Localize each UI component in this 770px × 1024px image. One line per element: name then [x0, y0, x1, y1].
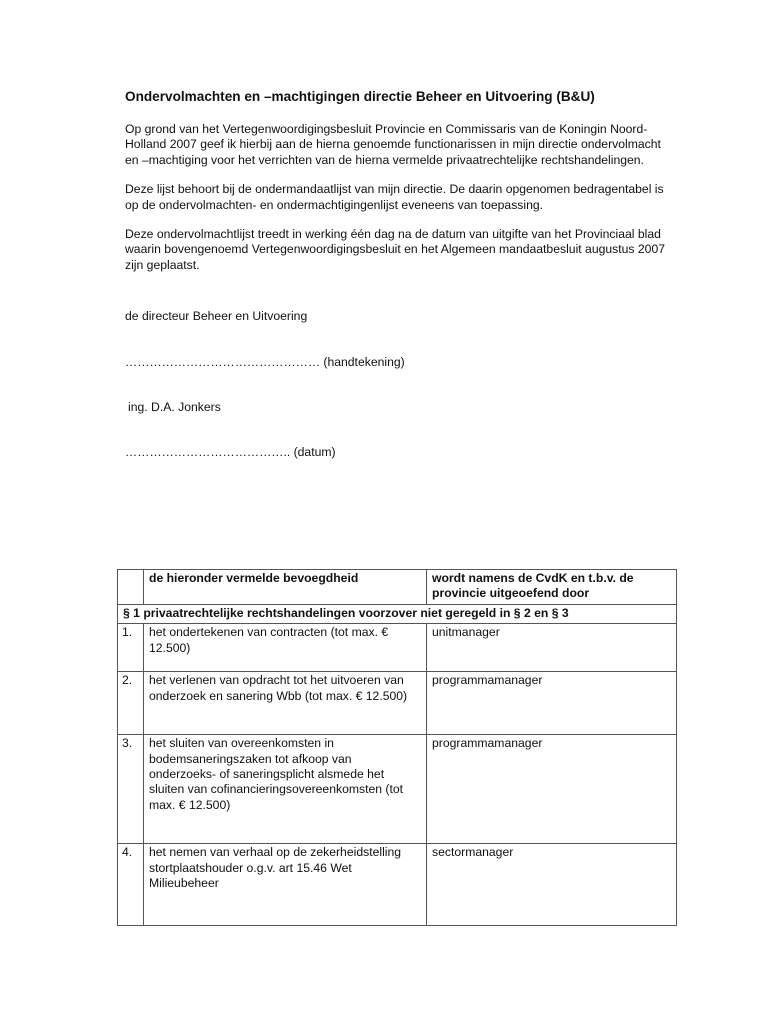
- row-exercised-by: sectormanager: [427, 844, 677, 926]
- row-number: 3.: [118, 735, 144, 844]
- row-authority: het nemen van verhaal op de zekerheidstelling stortplaatshouder o.g.v. art 15.46 Wet Milieubeheer: [144, 844, 427, 926]
- header-exercised-by: wordt namens de CvdK en t.b.v. de provincie uitgeoefend door: [427, 570, 677, 605]
- row-number: 2.: [118, 672, 144, 735]
- row-number: 1.: [118, 624, 144, 672]
- row-authority: het sluiten van overeenkomsten in bodemsaneringszaken tot afkoop van onderzoeks- of saneringsplicht alsmede het sluiten van cofinancieringsovereenkomsten (tot max. € 12.500): [144, 735, 427, 844]
- header-authority: de hieronder vermelde bevoegdheid: [144, 570, 427, 605]
- document-body: [125, 88, 670, 461]
- signatory-role: de directeur Beheer en Uitvoering: [125, 309, 308, 324]
- section-heading: § 1 privaatrechtelijke rechtshandelingen voorzover niet geregeld in § 2 en § 3: [118, 604, 677, 623]
- row-exercised-by: programmamanager: [427, 672, 677, 735]
- header-num-cell: [118, 570, 144, 605]
- row-exercised-by: unitmanager: [427, 624, 677, 672]
- row-exercised-by: programmamanager: [427, 735, 677, 844]
- table-row: [118, 672, 677, 735]
- document-title: Ondervolmachten en –machtigingen directie Beheer en Uitvoering (B&U): [125, 89, 595, 104]
- date-line: ………………………………….. (datum): [125, 445, 336, 460]
- row-number: 4.: [118, 844, 144, 926]
- table-row: [118, 735, 677, 844]
- signatory-name: ing. D.A. Jonkers: [128, 400, 221, 415]
- table-header-row: [118, 570, 677, 605]
- effective-date-paragraph: Deze ondervolmachtlijst treedt in werking één dag na de datum van uitgifte van het Provinciaal blad waarin bovengenoemd Vertegenwoordigingsbesluit en het Algemeen mandaatbesluit augustus 2007 zijn geplaatst.: [125, 227, 666, 272]
- row-authority: het ondertekenen van contracten (tot max. € 12.500): [144, 624, 427, 672]
- intro-paragraph: Op grond van het Vertegenwoordigingsbesluit Provincie en Commissaris van de Koningin Noord-Holland 2007 geef ik hierbij aan de hierna genoemde functionarissen in mijn directie ondervolmacht en –machtiging voor het verrichten van de hierna vermelde privaatrechtelijke rechtshandelingen.: [125, 122, 661, 167]
- row-authority: het verlenen van opdracht tot het uitvoeren van onderzoek en sanering Wbb (tot max. € 12.500): [144, 672, 427, 735]
- mandates-table: [117, 569, 677, 926]
- table-row: [118, 844, 677, 926]
- signature-line: ………………………………………… (handtekening): [125, 354, 405, 369]
- section-row: [118, 604, 677, 623]
- scope-paragraph: Deze lijst behoort bij de ondermandaatlijst van mijn directie. De daarin opgenomen bedragentabel is op de ondervolmachten- en ondermachtigingenlijst eveneens van toepassing.: [125, 182, 664, 212]
- table-row: [118, 624, 677, 672]
